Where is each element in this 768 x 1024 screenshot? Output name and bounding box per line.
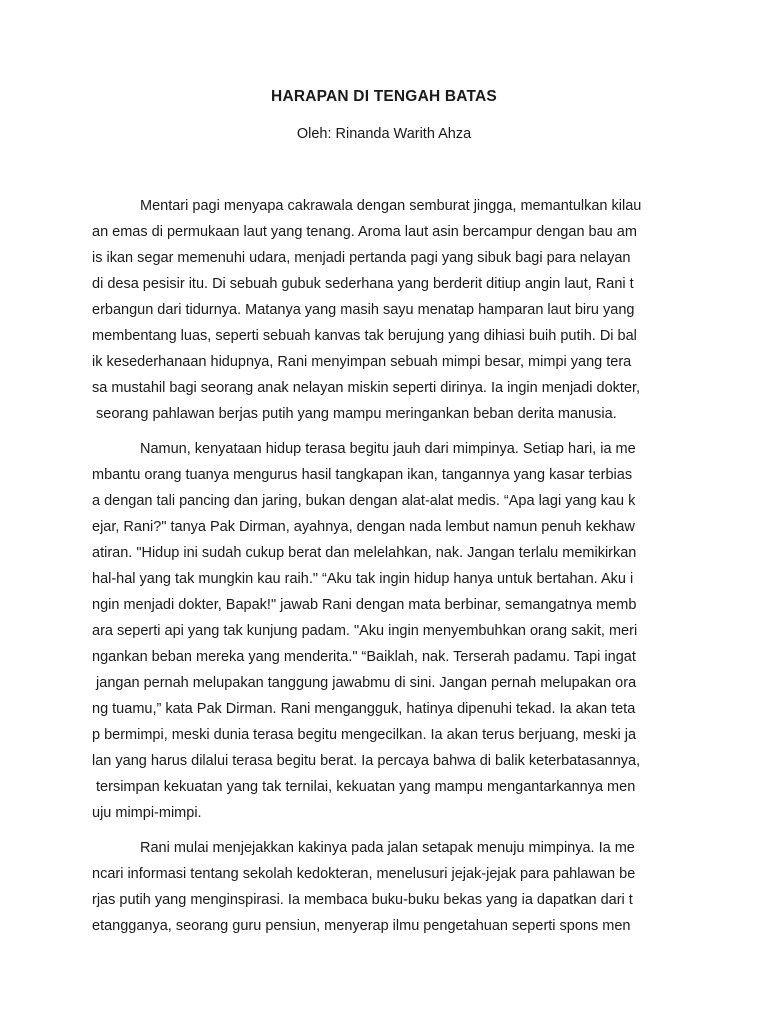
text-line: ik kesederhanaan hidupnya, Rani menyimpan sebuah mimpi besar, mimpi yang tera bbox=[92, 354, 632, 370]
text-line: uju mimpi-mimpi. bbox=[92, 805, 202, 821]
text-line: lan yang harus dilalui terasa begitu berat. Ia percaya bahwa di balik keterbatasannya, bbox=[92, 753, 641, 769]
paragraph-3 bbox=[92, 835, 682, 939]
text-line: is ikan segar memenuhi udara, menjadi pertanda pagi yang sibuk bagi para nelayan bbox=[92, 250, 631, 266]
text-line: sa mustahil bagi seorang anak nelayan miskin seperti dirinya. Ia ingin menjadi dokter, bbox=[92, 380, 641, 396]
document-author: Oleh: Rinanda Warith Ahza bbox=[296, 126, 472, 142]
text-line: jangan pernah melupakan tanggung jawabmu di sini. Jangan pernah melupakan ora bbox=[92, 675, 637, 691]
text-line: tersimpan kekuatan yang tak ternilai, kekuatan yang mampu mengantarkannya men bbox=[92, 779, 636, 795]
text-line: seorang pahlawan berjas putih yang mampu meringankan beban derita manusia. bbox=[92, 406, 617, 422]
text-line: p bermimpi, meski dunia terasa begitu mengecilkan. Ia akan terus berjuang, meski ja bbox=[92, 727, 637, 743]
text-line: ncari informasi tentang sekolah kedokteran, menelusuri jejak-jejak para pahlawan be bbox=[92, 866, 636, 882]
text-line: etangganya, seorang guru pensiun, menyerap ilmu pengetahuan seperti spons men bbox=[92, 918, 631, 934]
text-line: Namun, kenyataan hidup terasa begitu jauh dari mimpinya. Setiap hari, ia me bbox=[140, 441, 636, 457]
text-line: hal-hal yang tak mungkin kau raih." “Aku tak ingin hidup hanya untuk bertahan. Aku i bbox=[92, 571, 634, 587]
document-title: HARAPAN DI TENGAH BATAS bbox=[271, 88, 497, 105]
text-line: atiran. "Hidup ini sudah cukup berat dan melelahkan, nak. Jangan terlalu memikirkan bbox=[92, 545, 637, 561]
text-line: ngin menjadi dokter, Bapak!" jawab Rani dengan mata berbinar, semangatnya memb bbox=[92, 597, 637, 613]
text-line: Rani mulai menjejakkan kakinya pada jalan setapak menuju mimpinya. Ia me bbox=[140, 840, 635, 856]
text-line: an emas di permukaan laut yang tenang. Aroma laut asin bercampur dengan bau am bbox=[92, 224, 637, 240]
text-line: membentang luas, seperti sebuah kanvas tak berujung yang dihiasi buih putih. Di bal bbox=[92, 328, 637, 344]
paragraph-1 bbox=[92, 193, 682, 427]
text-line: mbantu orang tuanya mengurus hasil tangkapan ikan, tangannya yang kasar terbias bbox=[92, 467, 633, 483]
text-line: Mentari pagi menyapa cakrawala dengan semburat jingga, memantulkan kilau bbox=[140, 198, 642, 214]
text-line: rjas putih yang menginspirasi. Ia membaca buku-buku bekas yang ia dapatkan dari t bbox=[92, 892, 633, 908]
text-line: a dengan tali pancing dan jaring, bukan dengan alat-alat medis. “Apa lagi yang kau k bbox=[92, 493, 636, 509]
text-line: ara seperti api yang tak kunjung padam. "Aku ingin menyembuhkan orang sakit, meri bbox=[92, 623, 638, 639]
text-line: ejar, Rani?" tanya Pak Dirman, ayahnya, dengan nada lembut namun penuh kekhaw bbox=[92, 519, 635, 535]
text-line: ngankan beban mereka yang menderita." “Baiklah, nak. Terserah padamu. Tapi ingat bbox=[92, 649, 636, 665]
paragraph-2 bbox=[92, 436, 682, 826]
document-body bbox=[92, 193, 682, 948]
text-line: ng tuamu,” kata Pak Dirman. Rani mengangguk, hatinya dipenuhi tekad. Ia akan teta bbox=[92, 701, 636, 717]
text-line: erbangun dari tidurnya. Matanya yang masih sayu menatap hamparan laut biru yang bbox=[92, 302, 635, 318]
text-line: di desa pesisir itu. Di sebuah gubuk sederhana yang berderit ditiup angin laut, Rani t bbox=[92, 276, 634, 292]
